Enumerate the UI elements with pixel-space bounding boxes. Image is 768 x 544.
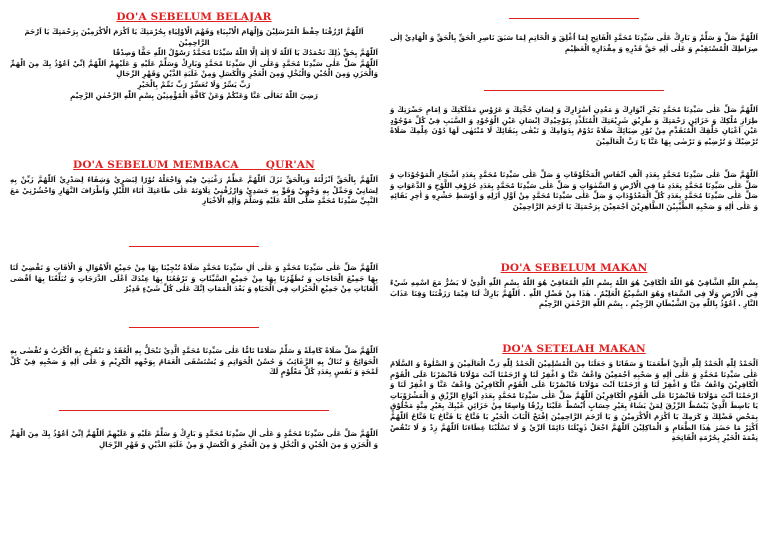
prayer-paragraph: اَللّٰهُمَّ ارْزُقْنَا حِفْظَ الْمُرْسَلِيْنَ وَإِلْهَامَ الْاَنْبِيَاءِ وَفَهْمَ الْاَوْلِيَاءِ بِحُرْمَتِكَ يَا اَكْرَمَ الْاَكْرَمِيْنَ بِرَحْمَتِكَ يَا اَرْحَمَ الرَّاحِمِيْنَ — [24, 27, 364, 47]
prayer-paragraph: رَضِيَ اللّٰهُ تَعَالٰى عَنَّا وَعَنْكُمْ وَعَنْ كَافَّةِ الْمُؤْمِنِيْنَ بِسْمِ اللّٰهِ الرَّحْمٰنِ الرَّحِيْمِ — [70, 90, 318, 100]
prayer-paragraph: اَلْحَمْدُ لِلّٰهِ الْحَمْدُ لِلّٰهِ الَّذِيْ اَطْعَمَنَا وَ سَقَانَا وَ جَعَلَنَا مِنَ الْمُسْلِمِيْنَ اَلْحَمْدُ لِلّٰهِ رَبِّ الْعَالَمِيْنَ وَ الصَّلٰوةُ وَ السَّلَامُ عَلٰى سَيِّدِنَا مُحَمَّدٍ وَ عَلٰى اٰلِهِ وَ صَحْبِهِ اَجْمَعِيْنَ وَاعْفُ عَنَّا وَ اغْفِرْ لَنَا وَ ارْحَمْنَا اَنْتَ مَوْلَانَا فَانْصُرْنَا عَلَى الْقَوْمِ الْكَافِرِيْنَ وَاعْفُ عَنَّا وَ اغْفِرْ لَنَا وَ ارْحَمْنَا اَنْتَ مَوْلَانَا فَانْصُرْنَا عَلَى الْقَوْمِ الْكَافِرِيْنَ وَاعْفُ عَنَّا وَ اغْفِرْ لَنَا وَ ارْحَمْنَا اَنْتَ مَوْلَانَا فَانْصُرْنَا عَلَى الْقَوْمِ الْكَافِرِيْنَ اَللّٰهُمَّ صَلِّ عَلٰى سَيِّدِنَا مُحَمَّدٍ بِعَدَدِ اَنْوَاعِ الرِّزْقِ وَ الْمَشْرُوْبَاتِ يَا بَاسِطَ الَّذِيْ يَبْسُطُ الرِّزْقَ لِمَنْ يَشَاءُ بِغَيْرِ حِسَابٍ اُبْسُطْ عَلَيْنَا رِزْقًا وَاسِعًا مِنْ خَزَائِنِ غَيْبِكَ بِغَيْرِ مِنَّةٍ مَخْلُوْقٍ بِمَحْضِ فَضْلِكَ وَ كَرَمِكَ يَا اَكْرَمَ الْاَكْرَمِيْنَ وَ يَا اَرْحَمَ الرَّاحِمِيْنَ اِفْتَحْ اَلْبَابَ الْخَيْرِ يَا فَتَّاحُ يَا فَتَّاحُ يَا فَتَّاحُ اَللّٰهُمَّ اَكْثِرْ مَا حَضَرَ هٰذَا الطَّعَامِ وَ الْمَاكِلِيْنَ اَللّٰهُمَّ اجْعَلْ ذَوِيْلَنَا دَائِمًا اَلرِّيْ وَ لَا تَسْلُبْنَا غِطَاءَنَا اَللّٰهُمَّ زِدْ وَ لَا تَنْقُصْ نِعْمَةَ الْخَيْرِ بِحُرْمَةِ الْفَاتِحَةِ — [390, 359, 758, 443]
divider-line — [484, 90, 664, 91]
salawat-fatih-section — [390, 18, 758, 54]
prayer-paragraph: اَللّٰهُمَّ بِحَقِّ ذٰلِكَ نَحْمَدُكَ يَا اَللّٰهُ لَا اِلٰهَ اِلَّا اللّٰهُ سَيِّدُنَا مُحَمَّدٌ رَسُوْلُ اللّٰهِ حَقًّا وَصِدْقًا — [113, 48, 378, 58]
right-column — [390, 0, 758, 544]
section-title: DO'A SETELAH MAKAN — [502, 343, 646, 355]
divider-line — [509, 18, 639, 19]
section-title: DO'A SEBELUM MEMBACA QUR'AN — [73, 159, 315, 171]
divider-line — [129, 327, 259, 328]
prayer-paragraph: اَللّٰهُمَّ صَلِّ عَلٰى سَيِّدِنَا مُحَمَّدٍ بِعَدَدِ اَلْفِ اَنْفَاسِ الْمَخْلُوْقَاتِ وَ صَلِّ عَلٰى سَيِّدِنَا مُحَمَّدٍ بِعَدَدِ اَشْجَارِ الْمَوْجُوْدَاتِ وَ صَلِّ عَلٰى سَيِّدِنَا مُحَمَّدٍ بِعَدَدِ مَا فِي الْاَرْضِ وَ السَّمٰوَاتِ وَ صَلِّ عَلٰى سَيِّدِنَا مُحَمَّدٍ بِعَدَدِ حُرُوْفِ اللَّوْحِ وَ الدَّعَوَاتِ وَ صَلِّ عَلٰى سَيِّدِنَا مُحَمَّدٍ بِعَدَدِ كُلِّ الْمَعْدُوْدَاتِ وَ صَلِّ عَلٰى سَيِّدِنَا مُحَمَّدٍ مِنْ اَوَّلِ اَزَلِهِ وَ اَوْسَطِ حَشْرِهِ وَ اٰخِرِ بَقَائِهِ وَ عَلٰى اٰلِهِ وَ صَحْبِهِ الطَّيِّبِيْنَ الطَّاهِرِيْنَ اَجْمَعِيْنَ بِرَحْمَتِكَ يَا اَرْحَمَ الرَّاحِمِيْنَ — [390, 170, 758, 211]
prayer-paragraph: اَللّٰهُمَّ صَلِّ عَلٰى سَيِّدِنَا مُحَمَّدٍ وَ عَلٰى اٰلِ سَيِّدِنَا مُحَمَّدٍ وَ بَارِكْ وَ سَلِّمْ عَلَيْهِ وَ عَلَيْهِمْ اَللّٰهُمَّ اِنِّيْ اَعُوْذُ بِكَ مِنَ الْهَمِّ وَ الْحَزَنِ وَ مِنَ الْجُبْنِ وَ الْبُخْلِ وَ مِنَ الْعَجْزِ وَ الْكَسَلِ وَ مِنْ غَلَبَةِ الدَّيْنِ وَ قَهْرِ الرِّجَالِ — [10, 429, 378, 449]
doa-setelah-makan-section — [390, 343, 758, 444]
section-title: DO'A SEBELUM BELAJAR — [116, 11, 272, 23]
salawat-nariyah-section — [10, 327, 378, 378]
prayer-paragraph: اَللّٰهُمَّ صَلِّ عَلٰى سَيِّدِنَا مُحَمَّدٍ وَ عَلٰى اٰلِ سَيِّدِنَا مُحَمَّدٍ صَلَاةً تُنْجِيْنَا بِهَا مِنْ جَمِيْعِ الْاَهْوَالِ وَ الْاٰفَاتِ وَ تَقْضِيْ لَنَا بِهَا جَمِيْعَ الْحَاجَاتِ وَ تُطَهِّرُنَا بِهَا مِنْ جَمِيْعِ السَّيِّئَاتِ وَ تَرْفَعُنَا بِهَا عِنْدَكَ اَعْلَى الدَّرَجَاتِ وَ تُبَلِّغُنَا بِهَا اَقْصَى الْغَايَاتِ مِنْ جَمِيْعِ الْخَيْرَاتِ فِي الْحَيَاةِ وَ بَعْدَ الْمَمَاتِ اِنَّكَ عَلٰى كُلِّ شَيْءٍ قَدِيْرٌ — [10, 263, 378, 294]
doa-sebelum-belajar-section — [10, 11, 378, 101]
prayer-paragraph: اَللّٰهُمَّ صَلِّ عَلٰى سَيِّدِنَا مُحَمَّدٍ بَحْرِ اَنْوَارِكَ وَ مَعْدِنِ اَسْرَارِكَ وَ لِسَانِ حُجَّتِكَ وَ عَرُوْسِ مَمْلَكَتِكَ وَ اِمَامِ حَضْرَتِكَ وَ طِرَازِ مُلْكِكَ وَ خَزَائِنِ رَحْمَتِكَ وَ طَرِيْقِ شَرِيْعَتِكَ الْمُتَلَذِّذِ بِتَوْحِيْدِكَ اِنْسَانِ عَيْنِ الْوُجُوْدِ وَ السَّبَبِ فِيْ كُلِّ مَوْجُوْدٍ عَيْنِ اَعْيَانِ خَلْقِكَ الْمُتَقَدِّمِ مِنْ نُوْرِ ضِيَائِكَ صَلَاةً تَدُوْمُ بِدَوَامِكَ وَ تَبْقٰى بِبَقَائِكَ لَا مُنْتَهٰى لَهَا دُوْنَ عِلْمِكَ صَلَاةً تُرْضِيْكَ وَ تُرْضِيْهِ وَ تَرْضٰى بِهَا عَنَّا يَا رَبَّ الْعَالَمِيْنَ — [390, 105, 758, 146]
section-title: DO'A SEBELUM MAKAN — [500, 262, 648, 274]
divider-line — [129, 246, 259, 247]
doa-sebelum-makan-section — [390, 262, 758, 310]
prayer-paragraph: اَللّٰهُمَّ صَلِّ عَلٰى سَيِّدِنَا مُحَمَّدٍ وَعَلٰى اٰلِ سَيِّدِنَا مُحَمَّدٍ وَبَارِكْ وَسَلِّمْ عَلَيْهِ وَ عَلَيْهِمْ اَللّٰهُمَّ اِنِّيْ اَعُوْذُ بِكَ مِنَ الْهَمِّ وَالْحَزَنِ وَمِنَ الْجُبْنِ وَالْبُخْلِ وَمِنَ الْعَجْزِ وَالْكَسَلِ وَمِنْ غَلَبَةِ الدَّيْنِ وَقَهْرِ الرِّجَالِ — [10, 58, 378, 79]
prayer-paragraph: رَبِّ يَسِّرْ وَلَا تُعَسِّرْ رَبِّ تَمِّمْ بِالْخَيْرِ — [137, 79, 251, 89]
divider-line — [59, 410, 329, 411]
salawat-section — [390, 170, 758, 212]
doa-sebelum-membaca-quran-section — [10, 159, 378, 207]
closing-prayer-section — [10, 410, 378, 450]
prayer-paragraph: بِسْمِ اللّٰهِ الشَّافِيْ هُوَ اللّٰهُ الْكَافِيْ هُوَ اللّٰهُ بِسْمِ اللّٰهِ الْمُعَافِيْ هُوَ اللّٰهُ بِسْمِ اللّٰهِ الَّذِيْ لَا يَضُرُّ مَعَ اسْمِهِ شَيْءٌ فِي الْاَرْضِ وَلَا فِي السَّمَاءِ وَهُوَ السَّمِيْعُ الْعَلِيْمُ . هٰذَا مِنْ فَضْلِ اللّٰهِ . اَللّٰهُمَّ بَارِكْ لَنَا فِيْمَا رَزَقْتَنَا وَقِنَا عَذَابَ النَّارِ . اَعُوْذُ بِاللّٰهِ مِنَ الشَّيْطَانِ الرَّجِيْمِ . بِسْمِ اللّٰهِ الرَّحْمٰنِ الرَّحِيْمِ — [390, 278, 758, 309]
left-column — [10, 0, 378, 544]
salawat-section — [10, 246, 378, 295]
prayer-paragraph: اَللّٰهُمَّ صَلِّ صَلَاةً كَامِلَةً وَ سَلِّمْ سَلَامًا تَامًّا عَلٰى سَيِّدِنَا مُحَمَّدٍ الَّذِيْ تَنْحَلُّ بِهِ الْعُقَدُ وَ تَنْفَرِجُ بِهِ الْكُرَبُ وَ تُقْضٰى بِهِ الْحَوَائِجُ وَ تُنَالُ بِهِ الرَّغَائِبُ وَ حُسْنُ الْخَوَاتِمِ وَ يُسْتَسْقَى الْغَمَامُ بِوَجْهِهِ الْكَرِيْمِ وَ عَلٰى اٰلِهِ وَ صَحْبِهِ فِيْ كُلِّ لَمْحَةٍ وَ نَفَسٍ بِعَدَدِ كُلِّ مَعْلُوْمٍ لَكَ — [10, 346, 378, 377]
salawat-section — [390, 90, 758, 147]
prayer-paragraph: اَللّٰهُمَّ صَلِّ وَ سَلِّمْ وَ بَارِكْ عَلٰى سَيِّدِنَا مُحَمَّدٍ الْفَاتِحِ لِمَا اُغْلِقَ وَ الْخَاتِمِ لِمَا سَبَقَ نَاصِرِ الْحَقِّ بِالْحَقِّ وَ الْهَادِيْ اِلٰى صِرَاطِكَ الْمُسْتَقِيْمِ وَ عَلٰى اٰلِهِ حَقَّ قَدْرِهِ وَ مِقْدَارِهِ الْعَظِيْمِ — [390, 33, 758, 53]
prayer-paragraph: اَللّٰهُمَّ بِالْحَقِّ اَنْزَلْتَهُ وَبِالْحَقِّ نَزَلَ اَللّٰهُمَّ عَظِّمْ رَغْبَتِيْ فِيْهِ وَاجْعَلْهُ نُوْرًا لِبَصَرِيْ وَشِفَاءً لِصَدْرِيْ اَللّٰهُمَّ زَيِّنْ بِهِ لِسَانِيْ وَجَمِّلْ بِهِ وَجْهِيْ وَقَوِّ بِهِ جَسَدِيْ وَارْزُقْنِيْ تِلَاوَتَهُ عَلٰى طَاعَتِكَ اٰنَاءَ اللَّيْلِ وَاَطْرَافَ النَّهَارِ وَاحْشُرْنِيْ مَعَ النَّبِيِّ سَيِّدِنَا مُحَمَّدٍ صَلَّى اللّٰهُ عَلَيْهِ وَسَلَّمَ وَاٰلِهِ الْاَخْيَارِ — [10, 175, 378, 206]
